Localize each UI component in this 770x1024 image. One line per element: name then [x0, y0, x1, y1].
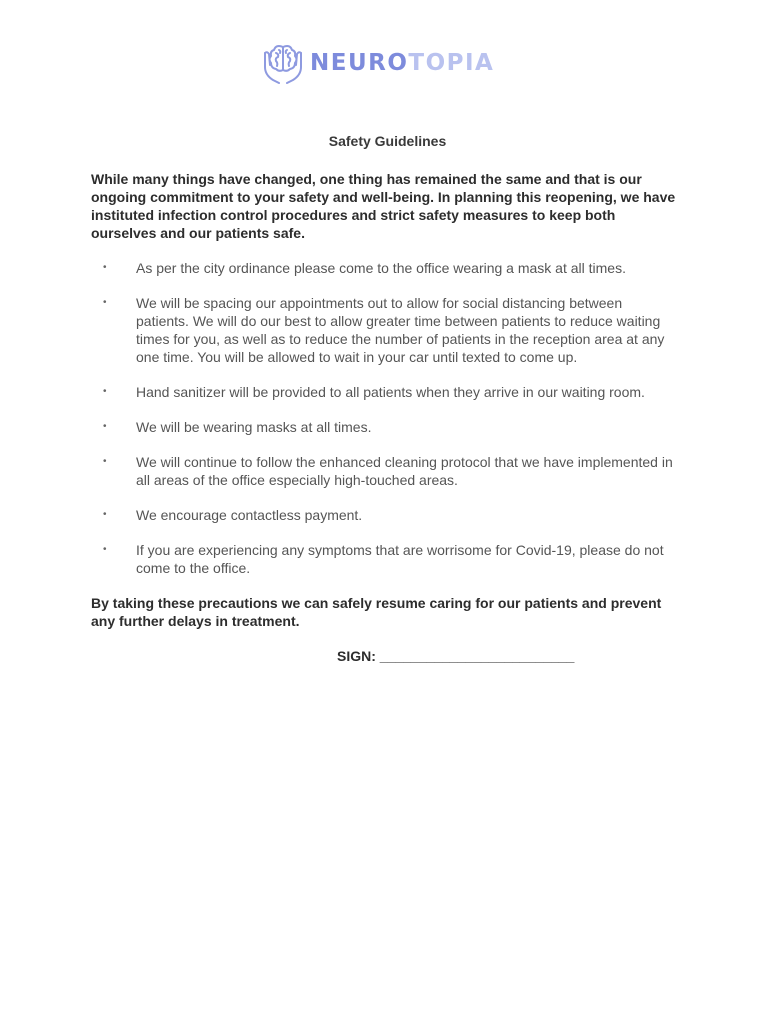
neurotopia-logo: [262, 40, 494, 86]
bullet-icon: •: [103, 509, 107, 520]
list-item: [91, 506, 676, 524]
document-body: [91, 131, 676, 665]
bullet-icon: •: [103, 456, 107, 467]
guidelines-list: [91, 259, 676, 577]
document-title: Safety Guidelines: [328, 133, 447, 149]
sign-blank[interactable]: _________________________: [379, 648, 575, 664]
intro-paragraph: While many things have changed, one thing has remained the same and that is our ongoing commitment to your safety and well-being. In planning this reopening, we have instituted infection control procedures and strict safety measures to keep both ourselves and our patients safe.: [91, 171, 676, 241]
list-item: [91, 259, 676, 277]
logo-wordmark: [310, 49, 495, 76]
logo-text-primary: NEURO: [310, 49, 409, 76]
closing-paragraph: By taking these precautions we can safely resume caring for our patients and prevent any further delays in treatment.: [91, 595, 662, 629]
list-item: [91, 453, 676, 489]
bullet-icon: •: [103, 262, 107, 273]
logo-text-secondary: TOPIA: [408, 49, 495, 76]
bullet-icon: •: [103, 421, 107, 432]
list-item: [91, 294, 676, 366]
list-item-text: We will be spacing our appointments out to allow for social distancing between patients. We will do our best to allow greater time between patients to reduce waiting times for you, as well as to reduce the number of patients in the reception area at any one time. You will be allowed to wait in your car until texted to come up.: [136, 295, 665, 365]
bullet-icon: •: [103, 386, 107, 397]
sign-label: SIGN:: [337, 648, 376, 664]
list-item: [91, 418, 676, 436]
list-item-text: Hand sanitizer will be provided to all patients when they arrive in our waiting room.: [136, 384, 645, 400]
list-item: [91, 541, 676, 577]
list-item-text: We encourage contactless payment.: [136, 507, 363, 523]
list-item-text: We will continue to follow the enhanced cleaning protocol that we have implemented in all areas of the office especially high-touched areas.: [136, 454, 673, 488]
brain-in-hands-icon: [262, 41, 304, 85]
list-item-text: We will be wearing masks at all times.: [136, 419, 372, 435]
bullet-icon: •: [103, 544, 107, 555]
signature-line: [91, 647, 676, 665]
bullet-icon: •: [103, 297, 107, 308]
list-item: [91, 383, 676, 401]
list-item-text: If you are experiencing any symptoms that are worrisome for Covid-19, please do not come to the office.: [136, 542, 664, 576]
list-item-text: As per the city ordinance please come to the office wearing a mask at all times.: [136, 260, 626, 276]
